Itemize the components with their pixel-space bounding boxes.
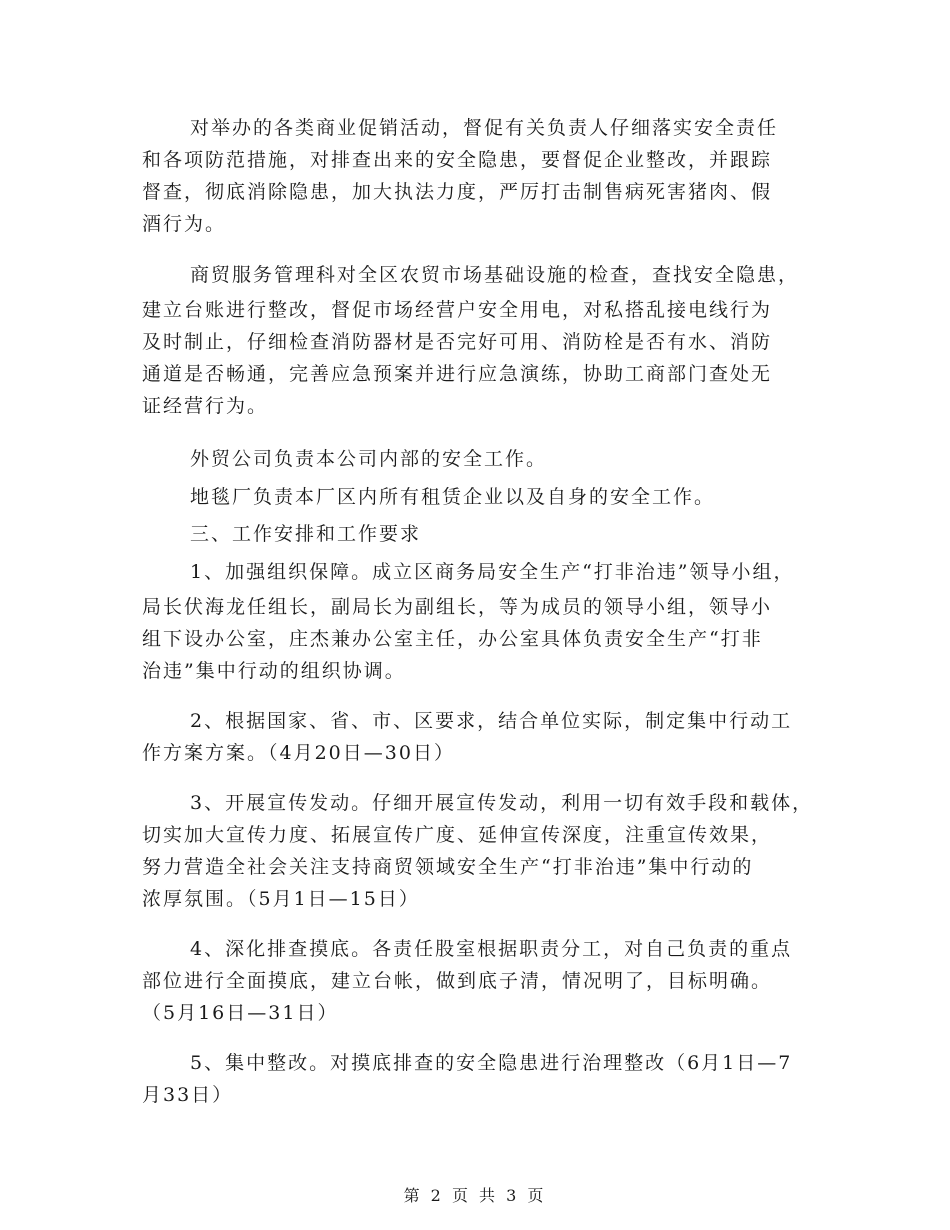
text-line-9: 证经营行为。 [142,395,269,417]
text-line-10: 外贸公司负责本公司内部的安全工作。 [190,448,548,470]
text-line-6: 建立台账进行整改，督促市场经营户安全用电，对私搭乱接电线行为 [142,299,773,321]
text-line-22: 浓厚氛围。（5月1日—15日） [142,888,420,910]
text-line-13: 1、加强组织保障。成立区商务局安全生产“打非治违”领导小组， [190,561,795,583]
text-line-2: 和各项防范措施，对排查出来的安全隐患，要督促企业整改，并跟踪 [142,149,773,171]
text-line-17: 2、根据国家、省、市、区要求，结合单位实际，制定集中行动工 [190,710,793,732]
text-line-8: 通道是否畅通，完善应急预案并进行应急演练，协助工商部门查处无 [142,363,773,385]
text-line-7: 及时制止，仔细检查消防器材是否完好可用、消防栓是否有水、消防 [142,331,773,353]
text-line-15: 组下设办公室，庄杰兼办公室主任，办公室具体负责安全生产“打非 [142,628,763,650]
text-line-25: （5月16日—31日） [142,1002,339,1024]
text-line-21: 努力营造全社会关注支持商贸领域安全生产“打非治违”集中行动的 [142,856,754,878]
text-line-1: 对举办的各类商业促销活动，督促有关负责人仔细落实安全责任 [190,117,779,139]
section-heading: 三、工作安排和工作要求 [190,523,422,545]
page-footer: 第 2 页 共 3 页 [403,1186,547,1205]
text-line-5: 商贸服务管理科对全区农贸市场基础设施的检查，查找安全隐患， [190,264,800,286]
text-line-3: 督查，彻底消除隐患，加大执法力度，严厉打击制售病死害猪肉、假 [142,181,773,203]
text-line-20: 切实加大宣传力度、拓展宣传广度、延伸宣传深度，注重宣传效果， [142,824,773,846]
text-line-24: 部位进行全面摸底，建立台帐，做到底子清，情况明了，目标明确。 [142,970,773,992]
text-line-14: 局长伏海龙任组长，副局长为副组长，等为成员的领导小组，领导小 [142,596,773,618]
text-line-11: 地毯厂负责本厂区内所有租赁企业以及自身的安全工作。 [190,486,716,508]
text-line-26: 5、集中整改。对摸底排查的安全隐患进行治理整改（6月1日—7 [190,1052,793,1074]
text-line-4: 酒行为。 [142,213,227,235]
text-line-16: 治违”集中行动的组织协调。 [142,660,406,682]
text-line-23: 4、深化排查摸底。各责任股室根据职责分工，对自己负责的重点 [190,938,793,960]
text-line-27: 月33日） [142,1084,234,1106]
text-line-19: 3、开展宣传发动。仔细开展宣传发动，利用一切有效手段和载体， [190,792,814,814]
text-line-18: 作方案方案。（4月20日—30日） [142,742,455,764]
